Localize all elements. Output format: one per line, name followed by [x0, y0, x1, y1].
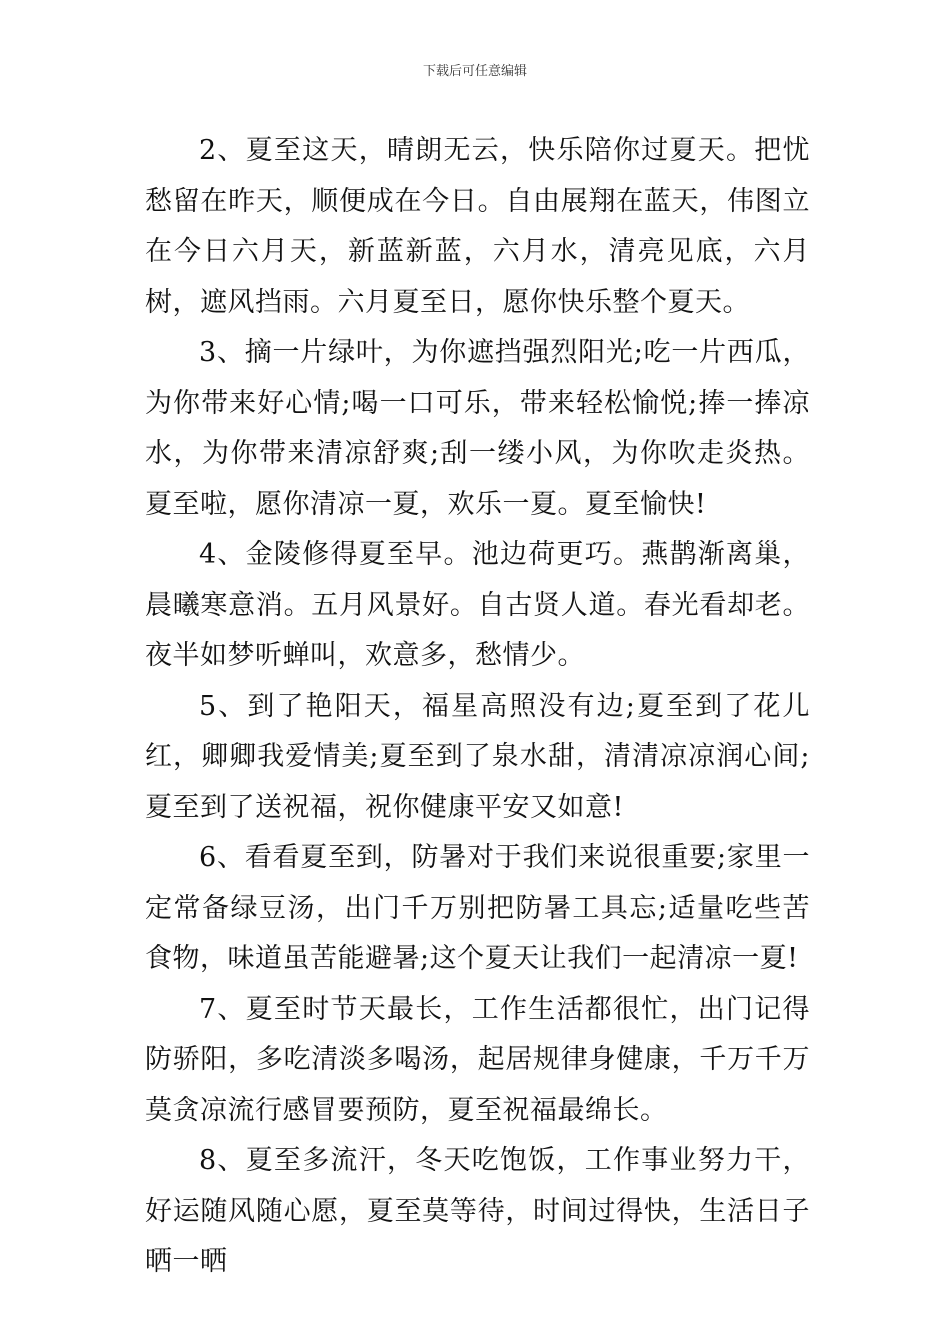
paragraph-6: 6、看看夏至到，防暑对于我们来说很重要;家里一定常备绿豆汤，出门千万别把防暑工具忘;适量吃些苦食物，味道虽苦能避暑;这个夏天让我们一起清凉一夏! — [145, 842, 810, 974]
paragraph-3: 3、摘一片绿叶，为你遮挡强烈阳光;吃一片西瓜，为你带来好心情;喝一口可乐，带来轻松愉悦;捧一捧凉水，为你带来清凉舒爽;刮一缕小风，为你吹走炎热。夏至啦，愿你清凉一夏，欢乐一夏。夏至愉快! — [145, 337, 810, 520]
paragraph-5: 5、到了艳阳天，福星高照没有边;夏至到了花儿红，卿卿我爱情美;夏至到了泉水甜，清清凉凉润心间;夏至到了送祝福，祝你健康平安又如意! — [145, 690, 810, 823]
document-body — [145, 126, 810, 1288]
paragraph-7: 7、夏至时节天最长，工作生活都很忙，出门记得防骄阳，多吃清淡多喝汤，起居规律身健康，千万千万莫贪凉流行感冒要预防，夏至祝福最绵长。 — [145, 993, 810, 1126]
paragraph-2: 2、夏至这天，晴朗无云，快乐陪你过夏天。把忧愁留在昨天，顺便成在今日。自由展翔在蓝天，伟图立在今日六月天，新蓝新蓝，六月水，清亮见底，六月树，遮风挡雨。六月夏至日，愿你快乐整个夏天。 — [145, 135, 810, 318]
paragraph-4: 4、金陵修得夏至早。池边荷更巧。燕鹊渐离巢，晨曦寒意消。五月风景好。自古贤人道。春光看却老。夜半如梦听蝉叫，欢意多，愁情少。 — [145, 539, 810, 671]
page-header-note: 下载后可任意编辑 — [422, 64, 527, 79]
paragraph-8: 8、夏至多流汗，冬天吃饱饭，工作事业努力干，好运随风随心愿，夏至莫等待，时间过得快，生活日子晒一晒 — [145, 1145, 810, 1277]
